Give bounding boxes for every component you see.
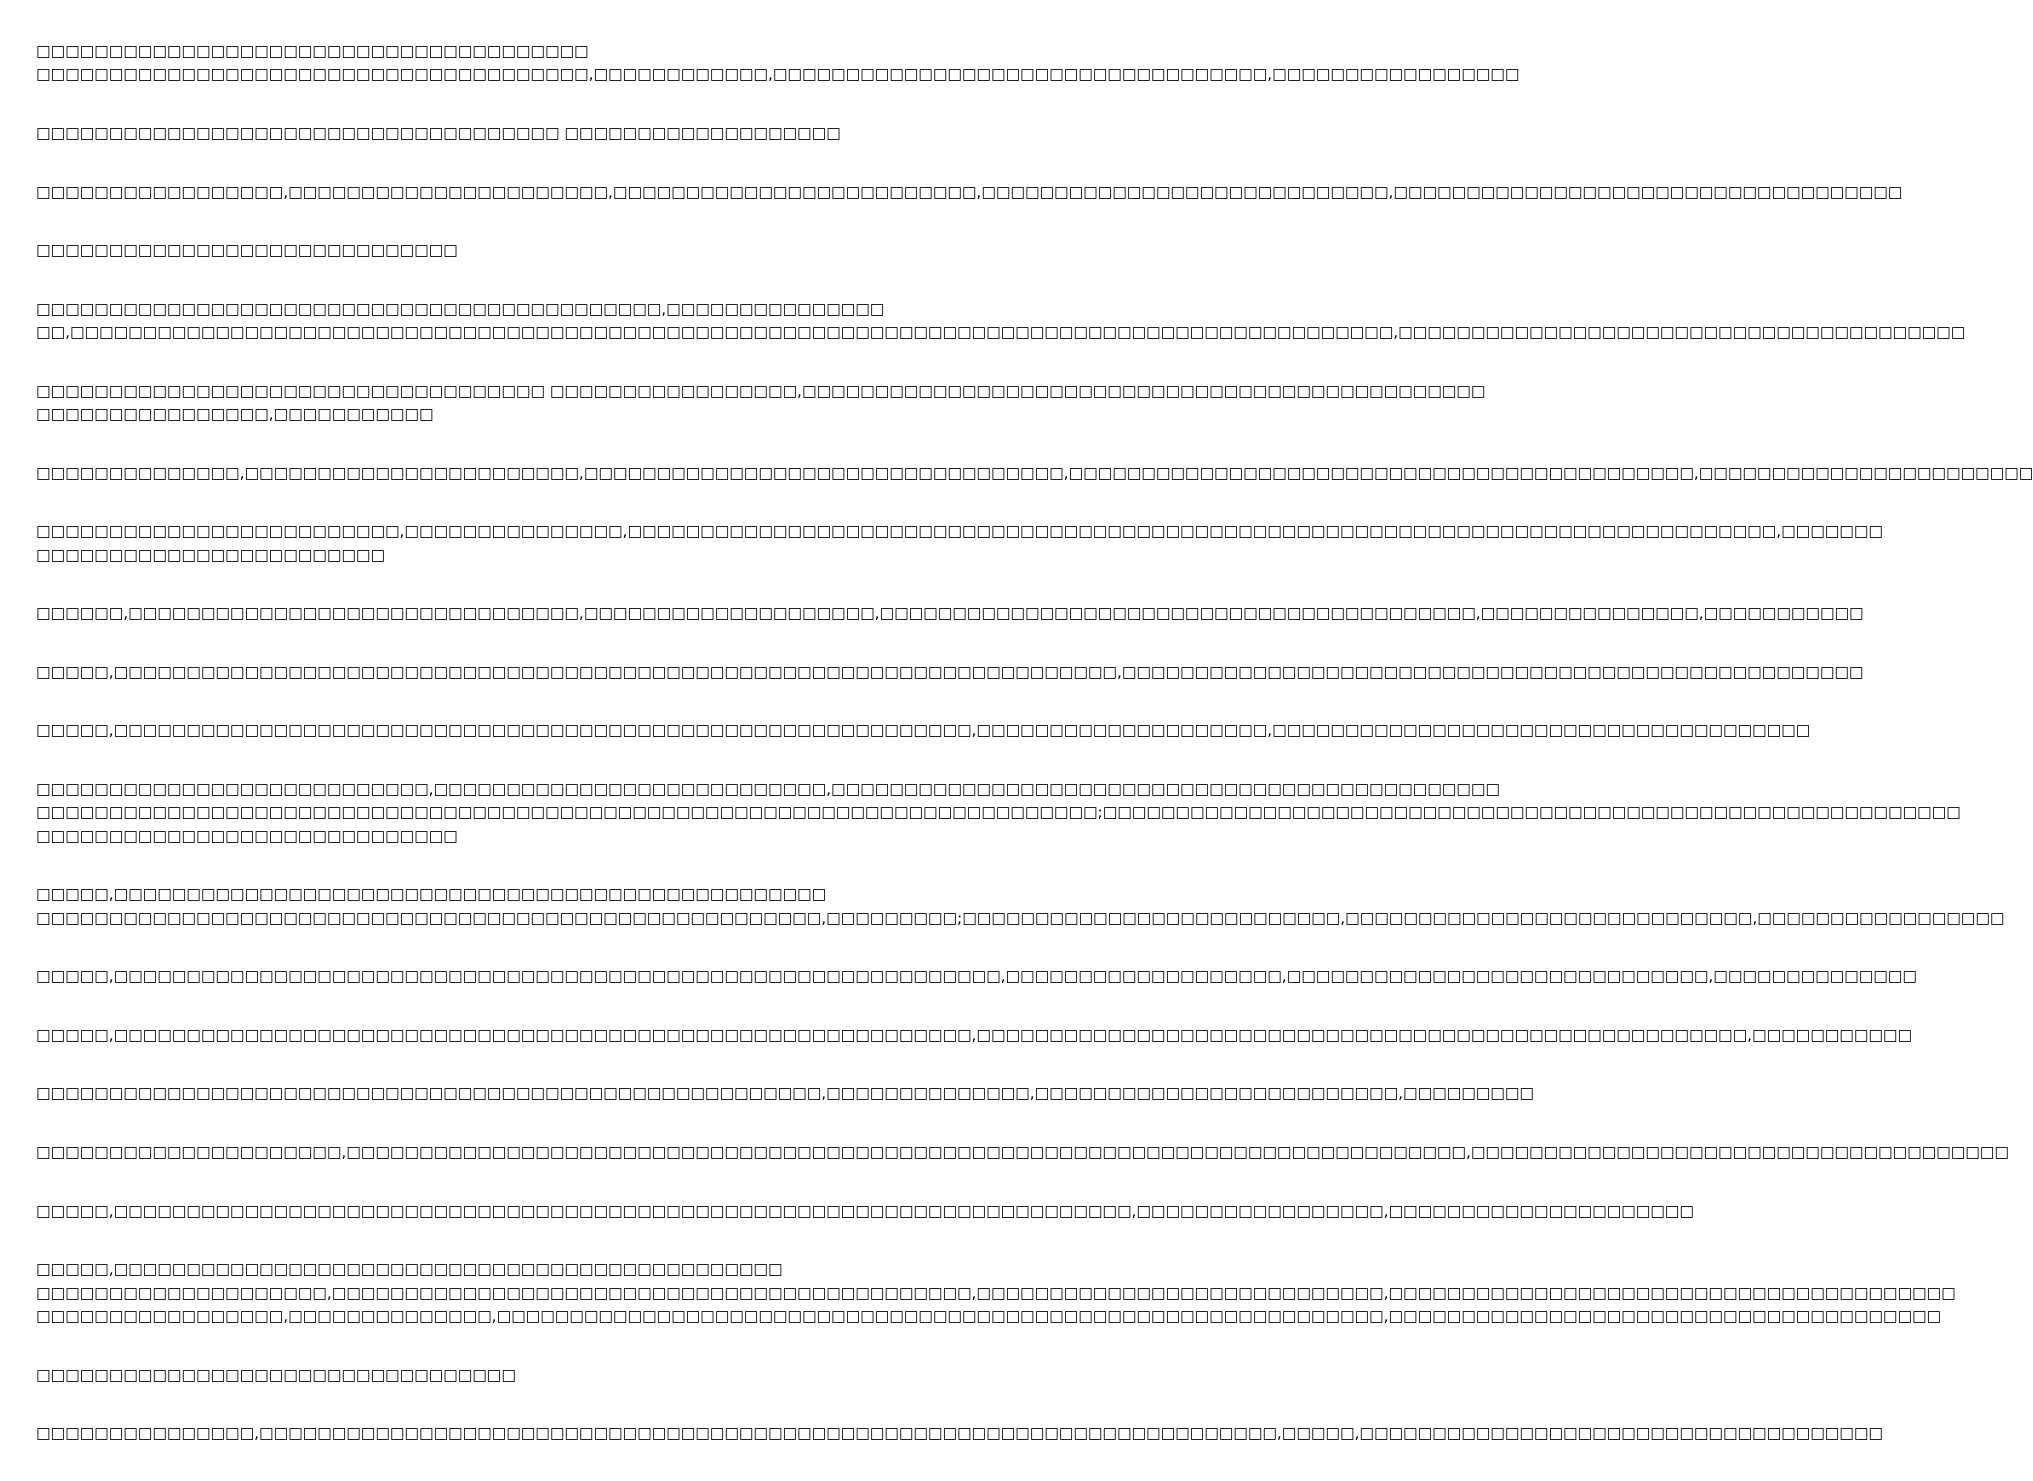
text-line: □□□□□□□□□□□□□□□□□,□□□□□□□□□□□□□□□□□□□□□□,□□□□□□□□□□□□□□□□□□□□□□□□□,□□□□□□□□□□□□□□□□□□□□□□□□□□□□,□□□□□□□□□□□□□□□□□□□□□□□□□□□□□□□□□□□ — [36, 182, 1903, 201]
text-line: □□□□□,□□□□□□□□□□□□□□□□□□□□□□□□□□□□□□□□□□□□□□□□□□□□□□□□□□□□□□□□□□□,□□□□□□□□□□□□□□□□□□□□,□□□□□□□□□□□□□□□□□□□□□□□□□□□□□□□□□□□□□ — [36, 721, 1811, 740]
text-line: □□□□□□□□□□□□□□□□□□□□□□□□□□□□□ — [36, 241, 458, 260]
text-line: □□□□□□□□□□□□□□□□□□□□□□□□□□□□□□□□□□□□□□□□□□□,□□□□□□□□□□□□□□□ — [36, 299, 885, 318]
paragraph — [36, 380, 1486, 427]
paragraph — [36, 520, 1883, 567]
text-line: □□□□□,□□□□□□□□□□□□□□□□□□□□□□□□□□□□□□□□□□□□□□□□□□□□□□□□□□□□□□□□□□□,□□□□□□□□□□□□□□□□□□□□□□□□□□□□□□□□□□□□□□□□□□□□□□□□□□□□□,□□□□□□□□□□□ — [36, 1025, 1912, 1044]
paragraph — [36, 778, 1961, 848]
text-line: □□□□□□□□□□□□□□□□□□□□□,□□□□□□□□□□□□□□□□□□□□□□□□□□□□□□□□□□□□□□□□□□□□□□□□□□□□□□□□□□□□□□□□□□□□□□□□□□□□□,□□□□□□□□□□□□□□□□□□□□□□□□□□□□□□□□□□□□□ — [36, 1142, 2009, 1161]
paragraph — [36, 239, 989, 262]
paragraph — [36, 883, 2005, 930]
text-line: □□□□□□□□□□□□□□□□□□□□□□□□□□□□□□□□□□□□ □□□□□□□□□□□□□□□□□□□ — [36, 123, 841, 142]
text-line: □□□□□□□□□□□□□□□□□□□□□□□□□□□□□□□□□□□□□□□□□□□□□□□□□□□□□□□□□□□□□□□□□□□□□□□□□;□□□□□□□□□□□□□□□□□□□□□□□□□□□□□□□□□□□□□□□□□□□□□□□□□□□□□□□□□□□ — [36, 803, 1961, 822]
paragraph — [36, 1024, 1912, 1047]
text-line: □□□□□□□□□□□□□□□□□□□□□□□□ — [36, 545, 385, 564]
paragraph — [36, 1364, 989, 1387]
document-body — [36, 40, 2033, 1481]
text-line: □□□□□□□□□□□□□□□□□□□□□□□□□□□□□□□□□□□□□□□□□□□□□□□□□□□□□□,□□□□□□□□□;□□□□□□□□□□□□□□□□□□□□□□□□□□,□□□□□□□□□□□□□□□□□□□□□□□□□□□□,□□□□□□□□□□□□□□□□□ — [36, 908, 2005, 927]
text-line: □□□□□□□□□□□□□□□□□□□□□□□□□,□□□□□□□□□□□□□□□,□□□□□□□□□□□□□□□□□□□□□□□□□□□□□□□□□□□□□□□□□□□□□□□□□□□□□□□□□□□□□□□□□□□□□□□□□□□□□□□,□□□□□□□ — [36, 522, 1883, 541]
text-line: □□□□□,□□□□□□□□□□□□□□□□□□□□□□□□□□□□□□□□□□□□□□□□□□□□□□□□□□□□□□□□□□□□□,□□□□□□□□□□□□□□□□□□□,□□□□□□□□□□□□□□□□□□□□□□□□□□□□□,□□□□□□□□□□□□□□ — [36, 967, 1917, 986]
text-line: □□□□□□□□□□□□□□□□□□□□□□□□□□□□□□□□□ — [36, 1365, 516, 1384]
text-line: □□,□□□□□□□□□□□□□□□□□□□□□□□□□□□□□□□□□□□□□□□□□□□□□□□□□□□□□□□□□□□□□□□□□□□□□□□□□□□□□□□□□□□□□□□□□□□,□□□□□□□□□□□□□□□□□□□□□□□□□□□□□□□□□□□□□□□ — [36, 323, 1966, 342]
text-line: □□□□□□□□□□□□□□□□□□□□□□□□□□□□□□□□□□□□□□,□□□□□□□□□□□□,□□□□□□□□□□□□□□□□□□□□□□□□□□□□□□□□□□,□□□□□□□□□□□□□□□□□ — [36, 65, 1520, 84]
paragraph — [36, 1141, 2009, 1164]
text-line: □□□□□□□□□□□□□□□□□□□□,□□□□□□□□□□□□□□□□□□□□□□□□□□□□□□□□□□□□□□□□□□□□,□□□□□□□□□□□□□□□□□□□□□□□□□□□□,□□□□□□□□□□□□□□□□□□□□□□□□□□□□□□□□□□□□□□□ — [36, 1283, 1956, 1302]
paragraph — [36, 1258, 1956, 1328]
text-line: □□□□□□□□□□□□□□□□□□□□□□□□□□□□□□□□□□□ □□□□□□□□□□□□□□□□□,□□□□□□□□□□□□□□□□□□□□□□□□□□□□□□□□□□□□□□□□□□□□□□□ — [36, 381, 1486, 400]
paragraph — [36, 1082, 1534, 1105]
paragraph — [36, 181, 1903, 204]
paragraph — [36, 1200, 1694, 1223]
text-line: □□□□□□□□□□□□□□□□□□□□□□□□□□□,□□□□□□□□□□□□□□□□□□□□□□□□□□□,□□□□□□□□□□□□□□□□□□□□□□□□□□□□□□□□□□□□□□□□□□□□□□ — [36, 779, 1500, 798]
paragraph — [36, 40, 1520, 87]
text-line: □□□□□,□□□□□□□□□□□□□□□□□□□□□□□□□□□□□□□□□□□□□□□□□□□□□□□□□□□□□□□□□□□□□□□□□□□□□□,□□□□□□□□□□□□□□□□□,□□□□□□□□□□□□□□□□□□□□□ — [36, 1201, 1694, 1220]
paragraph — [36, 719, 1811, 742]
paragraph — [36, 462, 2033, 485]
paragraph — [36, 661, 1864, 684]
text-line: □□□□□,□□□□□□□□□□□□□□□□□□□□□□□□□□□□□□□□□□□□□□□□□□□□□□□□□□□□□□□□□□□□□□□□□□□□□,□□□□□□□□□□□□□□□□□□□□□□□□□□□□□□□□□□□□□□□□□□□□□□□□□□□ — [36, 662, 1864, 681]
text-line: □□□□□□□□□□□□□□□□,□□□□□□□□□□□ — [36, 405, 434, 424]
text-line: □□□□□□□□□□□□□□□□□□□□□□□□□□□□□□□□□□□□□□ — [36, 42, 589, 60]
text-line: □□□□□□□□□□□□□□□,□□□□□□□□□□□□□□□□□□□□□□□□□□□□□□□□□□□□□□□□□□□□□□□□□□□□□□□□□□□□□□□□□□□□□□,□□□□□,□□□□□□□□□□□□□□□□□□□□□□□□□□□□□□□□□□□□ — [36, 1424, 1883, 1443]
text-line: □□□□□□,□□□□□□□□□□□□□□□□□□□□□□□□□□□□□□□,□□□□□□□□□□□□□□□□□□□□,□□□□□□□□□□□□□□□□□□□□□□□□□□□□□□□□□□□□□□□□□,□□□□□□□□□□□□□□□,□□□□□□□□□□□ — [36, 604, 1864, 623]
text-line: □□□□□□□□□□□□□□□□□,□□□□□□□□□□□□□□,□□□□□□□□□□□□□□□□□□□□□□□□□□□□□□□□□□□□□□□□□□□□□□□□□□□□□□□□□□□□□,□□□□□□□□□□□□□□□□□□□□□□□□□□□□□□□□□□□□□□ — [36, 1306, 1942, 1325]
paragraph — [36, 298, 1966, 345]
text-line: □□□□□□□□□□□□□□,□□□□□□□□□□□□□□□□□□□□□□□,□□□□□□□□□□□□□□□□□□□□□□□□□□□□□□□□□,□□□□□□□□□□□□□□□□□□□□□□□□□□□□□□□□□□□□□□□□□□□,□□□□□□□□□□□□□□□□□□□□□□□ — [36, 463, 2033, 482]
paragraph — [36, 965, 1917, 988]
text-line: □□□□□,□□□□□□□□□□□□□□□□□□□□□□□□□□□□□□□□□□□□□□□□□□□□□□ — [36, 1260, 783, 1279]
text-line: □□□□□,□□□□□□□□□□□□□□□□□□□□□□□□□□□□□□□□□□□□□□□□□□□□□□□□□ — [36, 885, 827, 904]
text-line: □□□□□□□□□□□□□□□□□□□□□□□□□□□□□ — [36, 826, 458, 845]
paragraph — [36, 1422, 1883, 1445]
paragraph — [36, 602, 1864, 625]
paragraph — [36, 122, 989, 145]
text-line: □□□□□□□□□□□□□□□□□□□□□□□□□□□□□□□□□□□□□□□□□□□□□□□□□□□□□□,□□□□□□□□□□□□□□,□□□□□□□□□□□□□□□□□□□□□□□□□,□□□□□□□□□ — [36, 1084, 1534, 1103]
